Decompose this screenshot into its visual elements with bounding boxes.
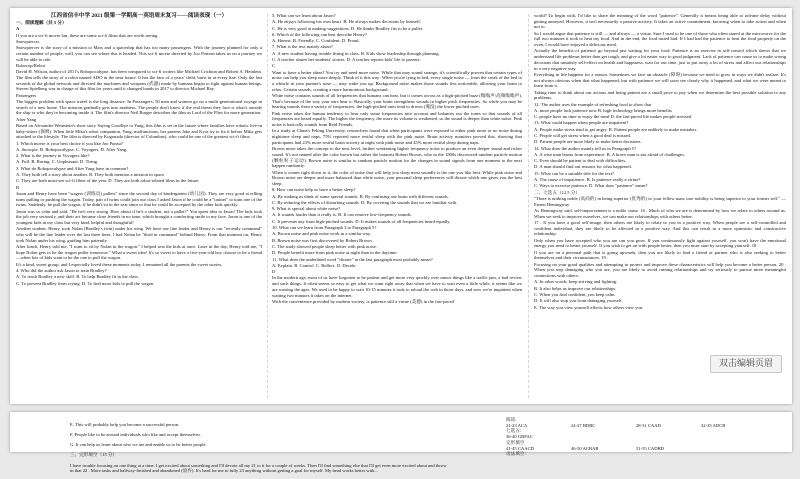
text-paragraph: A. To teach Bradley a new skill. B. To help Bradley fit in the class. (16, 274, 139, 280)
answer-cell: 51-55 CADBD (636, 445, 664, 451)
text-paragraph: 8. How can noise help us have a better sleep? (272, 187, 356, 193)
section-heading: 一、阅读理解（共 5 分） (16, 20, 67, 25)
text-paragraph: A. He enjoys following his own heart. B. He always makes decisions by himself. (272, 19, 421, 25)
text-paragraph: Focusing on your good qualities and attempting to protect and improve these characteristics will help you become a better person. 20 . When you stop damaging who you are, you are likely to avoid ruining relationships and try seriously to pursue more meaningful connections with others. (534, 261, 786, 279)
text-paragraph: Everything in life happens for a reason. Sometimes we face an obstacle (障碍) because we need to grow in ways we didn't realize. It's not always obvious when that what happened, but with patience we will soon see clearly why it happened, and what we were meant to learn from it. (534, 71, 786, 89)
answer-cell: 46-50 ACBAB (571, 445, 599, 451)
column-divider (267, 14, 268, 398)
text-line: G. It can help us learn about who we are and enable us to be better people. (70, 442, 207, 448)
text-paragraph: A. Explain. B. Control. C. Reflect. D. Decide. (272, 262, 357, 268)
text-paragraph: A. Full. B. Boring. C. Unpleasant. D. Tiring. (16, 159, 99, 165)
answer-row (506, 451, 766, 457)
answer-cell: 28-31 CAAD (636, 422, 661, 428)
answer-key-title: 阅读: (506, 417, 517, 422)
text-paragraph: D (272, 269, 276, 275)
text-paragraph: The biggest problem with space travel is the long distance. In Passengers, 50 men and women go on a multi-generational voyage in search of a new home. The mission gradually gets into madness. The people don't know if the real threat they face is what's outside the ship or who they're becoming inside it. The film's director Neil Burger describes the film as Lord of the Flies for more generation. (16, 98, 262, 116)
text-paragraph: Snowpiercer (16, 38, 40, 44)
text-paragraph: A. more people lack patience now B. high technology brings more benefits (534, 107, 672, 113)
text-paragraph: With the convenience provided by modern society, is patience still a virtue (美德) in the fast-paced (272, 298, 454, 304)
text-paragraph: C. When you find confident, you keep calm. (534, 291, 616, 297)
text-paragraph: David H. Wilson, author of 2011's Robopocalypse, has been compared to sci-fi writers like Michael Crichton and Robert A. Heinlein. The film tells the story of a robot named ADO in the near future. It has the face of a years' child, burst in at every line. Only the last seconds of the global network and directed the machines and weapons (武器) made by humans began to fight against human beings. Steven Spielberg was in charge of this film for years until it changed hands in 2017 to director Michael Bay. (16, 69, 262, 92)
text-paragraph: So I would argue that patience is still — and always — a virtue. Sure I used to be one of those who often stared at the microwave for the full two minutes it took to heat my food. And in the end, the food tasted bad. If I had had the patience to heat the food properly on the oven, I would have enjoyed a delicious meal. (534, 30, 786, 48)
text-paragraph: C. They are both must-see sci-fi films of the year. D. They are both robot-related films in the future. (16, 178, 200, 184)
text-paragraph: Another student, Henry, took Nolan (Bradley's twin) under his wing. We have our line leader and Henry is our "recently command" who will be the line leader over the last three lines. I had Nolan be "third in command" behind Henry. From that moment on, Henry took Nolan under his wing, guiding him patiently. (16, 226, 262, 243)
text-paragraph: In a study at China's Peking University, researchers found that when participants were exposed to either pink noise or no noise during nighttime sleep and naps, 75% reported more restful sleep with the pink noise. Brain activity monitors proved this, showing that participants had 23% more restful brain activity at night with pink noise and 45% more restful sleep during naps. (272, 128, 522, 145)
text-paragraph: Passengers (16, 92, 37, 98)
answer-cell: 七选五： (506, 428, 525, 434)
text-paragraph: C. The study showed people sleep better with pink noise. (272, 243, 377, 249)
text-paragraph: Jason and Henry have been "wagers (训练员) pallets" since the second day of kindergarten (幼儿园). They are very good at telling turns pulling or pushing the wagon. Today, pair of twins could join our class I asked Jason if he could be a "trainer" to train one of the twins. Suddenly, he pull the wagon, if he didn't sit in the seat since to that he could be accepted by the other kids quickly. (16, 190, 262, 208)
text-paragraph: A. Snowpie. B. Robopocalypse. C. Voyagers. D. After Yang. (16, 146, 128, 152)
answer-cell (571, 451, 636, 457)
text-paragraph: Based on Alexander Weinstein's short story Saying Goodbye to Yang, this film is set in the future where families have robotic live-in baby-sitters (保姆). When little Mika's robot companion, Yang, malfunctions, her parents Jake and Kyra try to fix it before Mika gets attached to the lifestyle. The film is directed by Kogonada (director of Columbus), who could be one of the greatest sci-fi films. (16, 122, 262, 140)
answer-cell: 36-40 GBFAC (506, 434, 533, 440)
text-paragraph: A. They both tell a story about another. B. They both mention a mission in space. (16, 172, 166, 178)
text-paragraph: 4. Who did the author ask Jason to train Bradley? (16, 268, 107, 274)
text-paragraph: It's a kind, sweet group, and I especially loved these moments today. I remained all the parents the sweet stories. (16, 261, 223, 267)
text-paragraph: D. Patient people are more likely to make better decisions. (534, 139, 642, 145)
text-paragraph: Want to have a better ideas? You try and need more noise. While that may sound strange, it's scientifically proven that certain types of noise can help you sleep more deeply. Think of it this way: When you're lying in bed, every single noise — from the creak of the bed to a whistle in your partner's nose — may wake you up. Background noise makes those sounds less noticeable, allowing your brain to relax. Certain sounds, creating a more harmonious background. (272, 69, 522, 92)
answer-key (506, 417, 766, 457)
text-paragraph: B (16, 184, 20, 190)
answer-cell: 完形填空 (506, 439, 525, 445)
document-page-1 (10, 8, 792, 404)
text-paragraph: B. Brown noise was first discovered by Robert Brown. (272, 237, 373, 243)
document-page-2 (10, 412, 792, 474)
text-paragraph: 13. What could happen when people are impatient? (534, 120, 629, 126)
text-line: I have trouble focusing on one thing at a time. I get excited about something and I'll devote all my 21 to it for a couple of weeks. Then I'll find something else that I'll get even more excited about and throw in that 22 . More tasks and halfway-finished and abandoned (放弃). It's hard for me to fully 23 anything without getting a goal for myself. My head works better with... (70, 462, 447, 474)
text-paragraph: 14. What does the author mainly tell us in Paragraph 5? (534, 145, 637, 151)
text-line: E. This will probably help you become a successful person. (70, 421, 180, 427)
text-paragraph: 3. What do Robopocalypse and After Yang have in common? (16, 165, 129, 171)
text-paragraph: In the modern age, most of us have forgotten to be patient and get more very quickly over minor things like a traffic jam, a bad review and such things. It often seems so easy to get what we want right away that when we have to wait even a little while, it seems like we are wasting the ages. We used to be happy to wait 10-15 minutes it took to reload the web in those days, and now we're impatient when waiting two minutes it takes on the internet. (272, 275, 522, 298)
text-paragraph: C. By reducing the effects of disturbing sounds. D. By covering the sounds that we are familiar with. (272, 199, 458, 205)
text-paragraph: 5. What can we learn about Jason? (272, 13, 336, 18)
text-paragraph: When it comes right down to it, the color of noise that will help you sleep most soundly is the one you like best. While pink noise and Brown noise are deeper and more balanced than white noise, your personal sleep preferences will dictate which one gives you the best sleep. (272, 169, 522, 186)
text-paragraph: 9. What is special about white noise? (272, 206, 341, 212)
text-paragraph: If you are on a personal path that is going upwards, then you are likely to find a friend or partner who is also seeking to better themselves and their circumstances. 19 . (534, 249, 786, 261)
answer-cell: 32-35 ADCB (701, 422, 726, 428)
text-paragraph: 7. What is the text mainly about? (272, 44, 333, 50)
passage-label: A (16, 26, 20, 32)
text-paragraph: Taking time to think about our actions and being patient are a small price to pay when we determine the best possible solution to any problems. (534, 89, 786, 101)
text-paragraph: D. A man should find out reasons for what happened. (534, 164, 632, 170)
text-paragraph: A. It sounds louder than it really is. B. It can remove low-frequency sounds. (272, 212, 412, 218)
answer-cell: 41-45 CAACD (506, 445, 534, 451)
text-line: F. People like to be around individuals who like and accept themselves. (70, 431, 202, 437)
text-paragraph: If you are a sci-fi movie fan, these are some sci-fi films that are worth seeing. (16, 32, 159, 38)
text-paragraph: E. The way you view yourself affects how others view you. (534, 304, 644, 310)
text-paragraph: 15. What can be a suitable title for the text? (534, 170, 615, 176)
text-paragraph: C. It prevents any from high-pitched sounds. D. It makes sounds of all frequencies heard equally. (272, 218, 451, 224)
text-paragraph: After lunch, Henry told me, "I want to sit by Nolan in the wagon." I helped seat the kids at once. Later in the day, Henry told me, "I hope Nolan gets to be the wagon puller tomorrow." What a sweet idea! It's so sweet to have a five-year-old boy choose to be a friend—when lots of kids want to be the one to pull the wagon. (16, 244, 262, 261)
page-title: 江西省信丰中学 2021 级第一学期高一英语周末复习——阅读表现（一） (50, 13, 228, 19)
answer-cell: 语法填空： (506, 451, 529, 457)
text-paragraph: C (272, 63, 276, 69)
text-paragraph: A. The cause of impatience. B. Is patience really a virtue? (534, 177, 641, 183)
column-divider (528, 14, 529, 398)
text-paragraph: White noise contains sounds of all frequencies that humans can hear, but it comes across as a high-pitched buzz (嗡嗡声/高频嗡嗡声). That's because of the way your ears hear it. Basically, your brain strengthens sounds in higher pitch frequencies. So while you may be hearing sounds from a variety of frequencies, the high-pitched ones tend to drown (淹没) the lower pitched ones. (272, 93, 522, 110)
edit-header-button[interactable]: 双击编辑页眉 (710, 355, 782, 373)
page-column-right (534, 13, 786, 404)
text-paragraph: A. A new student having trouble fitting in class. B. Kids show leadership through planning. (272, 50, 440, 56)
text-line: 三、完形填空（15 分） (70, 452, 118, 458)
text-paragraph: D. It will also stop you from damaging yourself. (534, 298, 623, 304)
text-paragraph: Robocop/Robot (16, 62, 46, 68)
text-paragraph: 二、七选五（12.5 分） (534, 189, 580, 195)
answer-cell: 24-27 BDBC (571, 422, 596, 428)
text-paragraph: 12. The author uses the example of refreshing food to show that (534, 101, 652, 107)
text-paragraph: Only when you have accepted who you are can you grow. If you continuously fight against yourself, you won't have the emotional energy you need to better yourself. If you wish to get on with people better, then you must start by accepting yourself. 18 . (534, 237, 786, 249)
text-paragraph: Brown noise takes the concept to the next level, further weakening higher frequency noise to produce an even deeper sound and richer sound. It's not named after the color brown but rather the botanist Robert Brown, who in the 1800s discovered random particle motion (颗粒粒子运动). Brown noise is similar to random particle motion for the changes in sound signals from one moment to the next happen randomly. (272, 146, 522, 169)
text-paragraph: A. People make stress tend to get angry. B. Patient people are unlikely to make mistakes. (534, 126, 698, 132)
text-paragraph: A. A wise man learns from experience. B. A brave man is not afraid of challenges. (534, 151, 685, 157)
answer-cell: 21-23 ACA (506, 422, 528, 428)
text-paragraph: C. people have no time to enjoy the meal D. the fast-paced life makes people stressed (534, 114, 692, 120)
text-paragraph: As Hemingway said, self-improvement is a noble cause. 16 . Much of who we are is determined by how we relate to others around us. When we seek to improve ourselves, we can make our relationships with others better. (534, 207, 786, 219)
text-paragraph: 6. Which of the following can best describe Henry? (272, 31, 367, 37)
text-paragraph: C. To prevent Bradley from crying. D. To find more kids to pull the wagon. (16, 280, 155, 286)
text-paragraph: After Yang (16, 116, 37, 122)
text-paragraph: B. It also helps us improve our relationships. (534, 285, 617, 291)
text-paragraph: A. Honest. B. Friendly. C. Confident. D. Proud. (272, 38, 360, 44)
text-paragraph: C. Even should be patient to deal with difficulties. (534, 158, 627, 164)
text-paragraph: C. Ways to exercise patience. D. What does "patience" mean? (534, 183, 648, 189)
text-paragraph: 1. Which movie is your best choice if you like Joo Punsu? (16, 140, 123, 146)
page2-left-text (70, 417, 450, 479)
text-paragraph: A. Brown noise and pink noise work in a similar way. (272, 231, 371, 237)
text-paragraph: C. A teacher shares her students' stories. D. A teacher reports kids' life to parents. (272, 57, 421, 63)
text-paragraph: "There is nothing noble (高尚的) in being superior (优秀的) to your fellow man; true nobility is being superior to your former self." — Ernest Hemingway (534, 195, 786, 207)
text-paragraph: 11. What does the underlined word "dictate" in the last paragraph most probably mean? (272, 256, 433, 262)
answer-cell (701, 451, 766, 457)
text-paragraph: C. He is very good at making suggestions. D. He thinks Bradley fits to be a puller. (272, 25, 424, 31)
text-paragraph: Jason was so calm and said, "He isn't very strong. How about if he's a student, not a pallet?" You spent idea to Jason! The kids took the job very seriously, and their act became close friends in no time, which brought a comforting smile to my face. Jason is one of the youngest kids in my class but very kind, helpful and thoughtful! (16, 208, 262, 226)
text-paragraph: Actually the benefits of patience go beyond just waiting for your food. Patience is an exercise in self-control which shows that we understand life problems better than get tough, and give a lot easier way to good judgment. Lack of patience can cause us to make wrong decisions that unsatisfy self-effect on health and happiness, wait for our time, just to put away a lot of stress and affect our relationships in a very negative way. (534, 48, 786, 71)
text-paragraph: world? To begin with, I'd like to share the meaning of the word "patience". Generally it means being able to tolerate delay without getting annoyed. However, it isn't necessarily a passive activity. It takes an active commitment, knowing when to take action and when not to. (534, 13, 786, 30)
text-paragraph: Snowpiercer is the story of a mission to Mars and a spaceship that has too many passengers. With the journey planned for only a certain number of people, well, you can see where this is headed. This sci-fi movie directed by Joo Ponsun takes us on a journey we will be able to ride. (16, 45, 262, 62)
text-paragraph: 2. What is the journey in Voyagers like? (16, 153, 90, 159)
text-paragraph: 17 . If you have a good self-image, then others are likely to relate to you in a positive way. When people see a self-controlled and confident individual, they are likely to be affected in a positive way. And this can result in a more optimistic and constructive relationship. (534, 219, 786, 237)
text-paragraph: D. People benefit more from pink noise at night than in the daytime. (272, 250, 398, 256)
page-column-middle (272, 13, 522, 404)
text-paragraph: 10. What can we learn from Paragraph 3 to Paragraph 5? (272, 225, 377, 231)
answer-cell (636, 451, 701, 457)
text-paragraph: C. People will get stress when a good deal is missed. (534, 133, 631, 138)
text-paragraph: A. By making us think of some special sounds. B. By confusing our brain with different sounds. (272, 193, 449, 199)
text-paragraph: A. In other words, keep striving and fighting. (534, 279, 618, 285)
page-column-left (16, 13, 262, 404)
text-paragraph: Pink noise takes the human tendency to hear only some frequencies into account and balances out the tones so that sounds of all frequencies are heard equally. The higher the frequency, the more its volume is weakened, so the sound is deeper than white noise. Pink noise is basically sounds from Reid Friends. (272, 110, 522, 128)
